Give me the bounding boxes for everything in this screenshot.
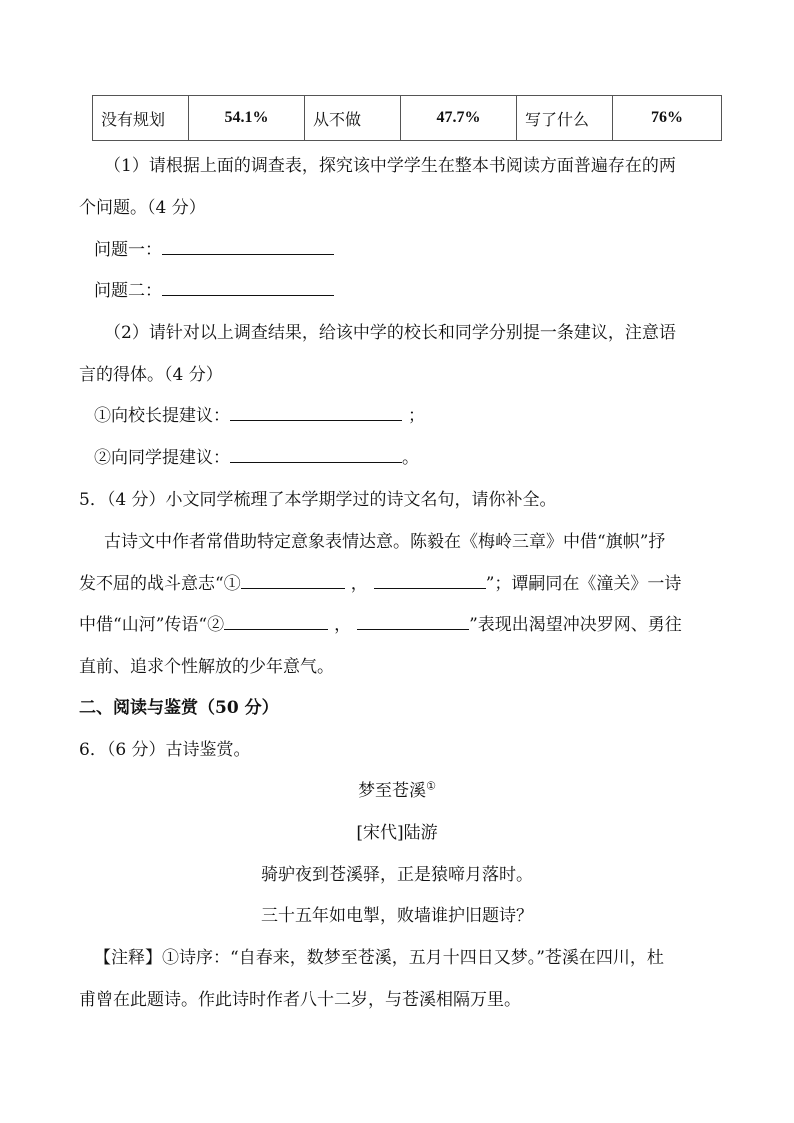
- table-cell: 76%: [613, 96, 722, 141]
- q5-line1: 古诗文中作者常借助特定意象表情达意。陈毅在《梅岭三章》中借“旗帜”抒: [104, 532, 666, 552]
- q4-2-prompt-line1: （2）请针对以上调查结果，给该中学的校长和同学分别提一条建议，注意语: [104, 323, 676, 343]
- answer-label: 问题一：: [94, 240, 162, 260]
- answer-blank[interactable]: [162, 279, 334, 296]
- table-cell: 写了什么: [517, 96, 613, 141]
- q4-2-prompt-line2: 言的得体。（4 分）: [79, 365, 223, 385]
- footnote-marker: ①: [426, 779, 436, 793]
- q5-text: ”；谭嗣同在《潼关》一诗: [485, 574, 682, 594]
- poem-title-text: 梦至苍溪: [358, 781, 427, 801]
- answer-blank[interactable]: [230, 404, 402, 421]
- q5-text: 发不屈的战斗意志“①: [79, 574, 241, 594]
- answer-label: 问题二：: [94, 281, 162, 301]
- section-heading: 二、阅读与鉴赏（50 分）: [79, 698, 279, 718]
- table-row: [93, 96, 722, 141]
- answer-label: ②向同学提建议：: [94, 448, 230, 468]
- answer-label: ①向校长提建议：: [94, 406, 230, 426]
- answer-punctuation: 。: [402, 448, 419, 468]
- q5-text: ，: [350, 574, 368, 594]
- poem-note-line2: 甫曾在此题诗。作此诗时作者八十二岁，与苍溪相隔万里。: [79, 990, 521, 1010]
- poem-title: [0, 776, 794, 801]
- q5-line2: [79, 569, 681, 594]
- answer-blank[interactable]: [162, 238, 334, 255]
- q5-title: 5．（4 分）小文同学梳理了本学期学过的诗文名句，请你补全。: [79, 490, 557, 510]
- poem-verse-2: 三十五年如电掣，败墙谁护旧题诗？: [261, 906, 533, 926]
- answer-blank[interactable]: [374, 572, 486, 589]
- answer-blank[interactable]: [224, 613, 328, 630]
- q6-title: 6．（6 分）古诗鉴赏。: [79, 740, 251, 760]
- answer-blank[interactable]: [241, 572, 345, 589]
- q5-text: 中借“山河”传语“②: [79, 615, 225, 635]
- table-cell: 没有规划: [93, 96, 189, 141]
- q5-line4: 直前、追求个性解放的少年意气。: [79, 657, 334, 677]
- q4-1-prompt-line1: （1）请根据上面的调查表，探究该中学学生在整本书阅读方面普遍存在的两: [104, 156, 676, 176]
- answer-punctuation: ；: [408, 406, 425, 426]
- table-cell: 从不做: [305, 96, 401, 141]
- answer-blank[interactable]: [357, 613, 469, 630]
- poem-author: [宋代]陆游: [356, 823, 438, 843]
- q5-text: ，: [334, 615, 352, 635]
- answer-blank[interactable]: [230, 446, 402, 463]
- q4-2-answer-2: [94, 443, 419, 468]
- q4-1-prompt-line2: 个问题。（4 分）: [79, 198, 206, 218]
- q5-text: ”表现出渴望冲决罗网、勇往: [469, 615, 682, 635]
- table-cell: 54.1%: [189, 96, 305, 141]
- poem-note-line1: 【注释】①诗序：“自春来，数梦至苍溪，五月十四日又梦。”苍溪在四川，杜: [94, 948, 664, 968]
- poem-verse-1: 骑驴夜到苍溪驿，正是猿啼月落时。: [261, 865, 533, 885]
- q4-1-answer-1: [94, 235, 334, 260]
- q5-line3: [79, 610, 682, 635]
- q4-1-answer-2: [94, 276, 334, 301]
- q4-2-answer-1: [94, 401, 425, 426]
- table-cell: 47.7%: [401, 96, 517, 141]
- survey-table: [92, 95, 722, 141]
